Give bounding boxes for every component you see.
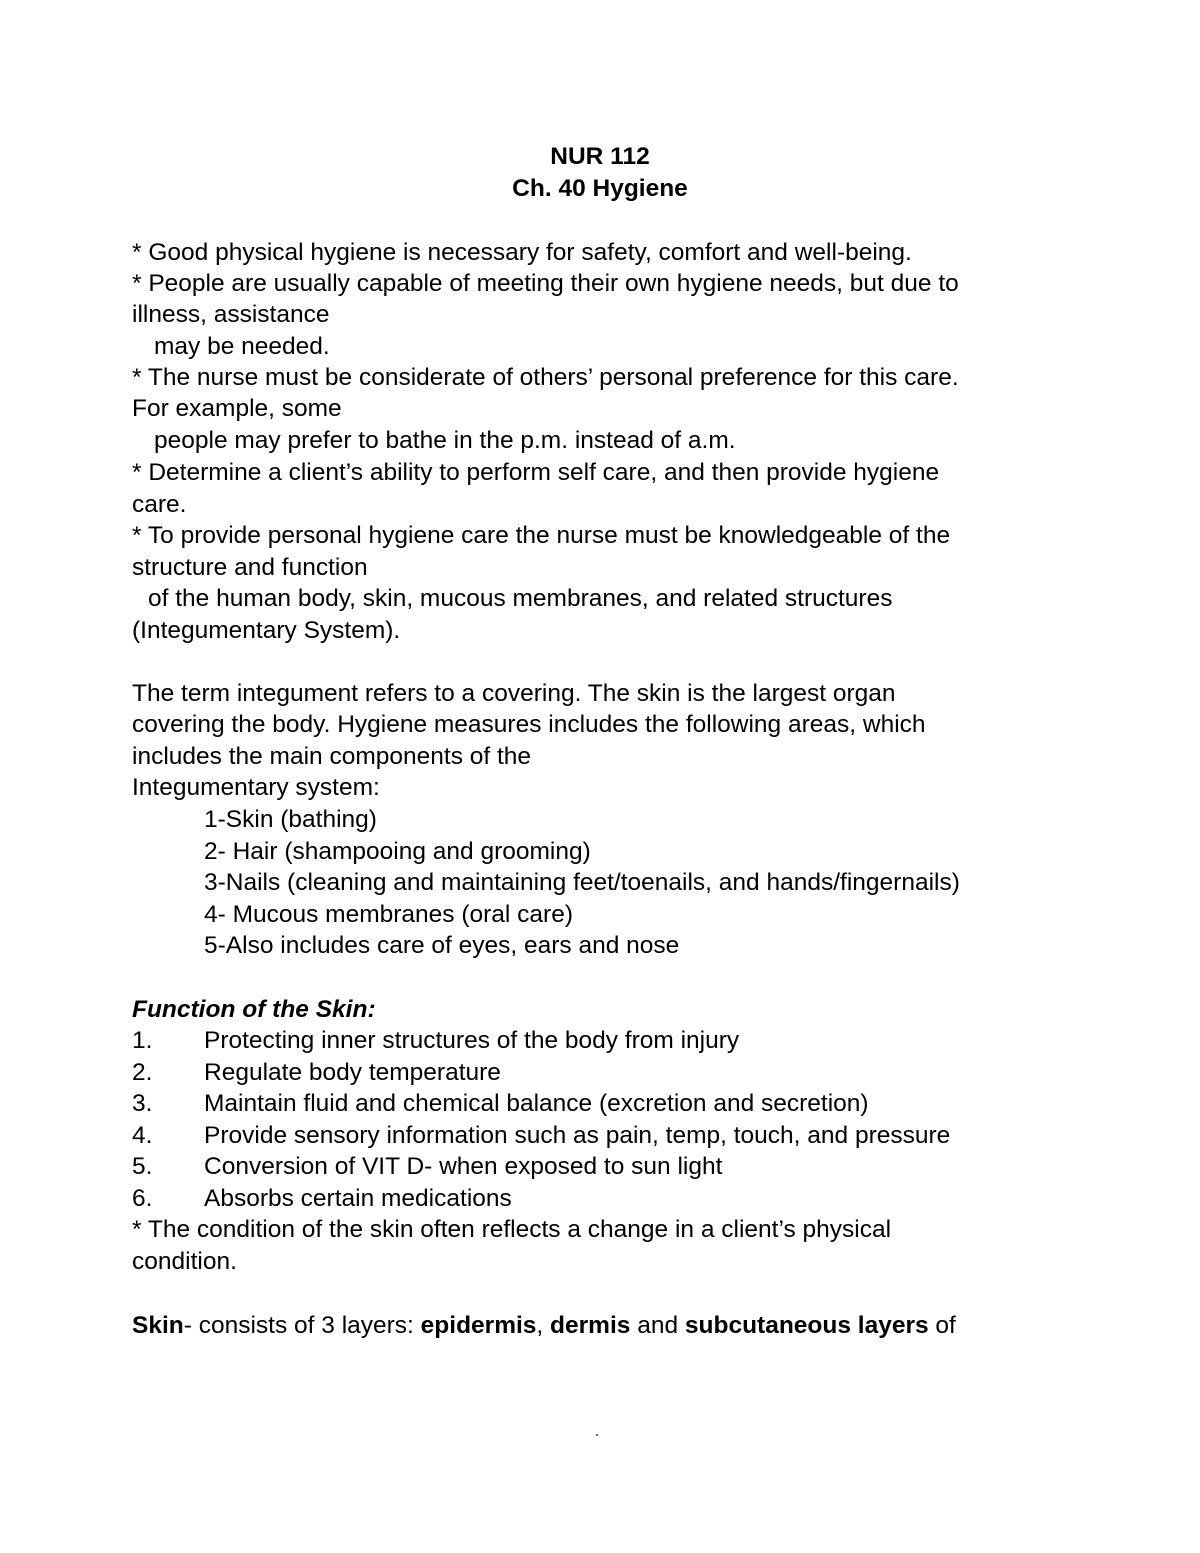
dermis-term: dermis	[550, 1312, 631, 1339]
list-number: 1.	[132, 1027, 153, 1054]
list-text: Regulate body temperature	[204, 1059, 501, 1086]
integument-item: 1-Skin (bathing)	[204, 806, 377, 833]
intro-line: * Determine a client’s ability to perform self care, and then provide hygiene	[132, 459, 940, 486]
intro-line: care.	[132, 491, 187, 518]
list-text: Absorbs certain medications	[204, 1185, 512, 1212]
intro-line: For example, some	[132, 395, 342, 422]
list-text: Conversion of VIT D- when exposed to sun light	[204, 1153, 723, 1180]
intro-line: * To provide personal hygiene care the nurse must be knowledgeable of the	[132, 522, 951, 549]
course-title: NUR 112	[550, 143, 650, 170]
skin-condition-note: condition.	[132, 1248, 237, 1275]
integument-line: The term integument refers to a covering. The skin is the largest organ	[132, 680, 896, 707]
skin-text: ,	[536, 1312, 551, 1339]
intro-line: * People are usually capable of meeting their own hygiene needs, but due to	[132, 270, 959, 297]
intro-line: (Integumentary System).	[132, 617, 401, 644]
list-number: 3.	[132, 1090, 153, 1117]
integument-item: 4- Mucous membranes (oral care)	[204, 901, 573, 928]
intro-line: structure and function	[132, 554, 368, 581]
skin-text: of	[928, 1312, 956, 1339]
list-text: Provide sensory information such as pain, temp, touch, and pressure	[204, 1122, 951, 1149]
skin-text: - consists of 3 layers:	[183, 1312, 421, 1339]
list-number: 2.	[132, 1059, 153, 1086]
skin-condition-note: * The condition of the skin often reflects a change in a client’s physical	[132, 1216, 892, 1243]
intro-line: * Good physical hygiene is necessary for safety, comfort and well-being.	[132, 239, 912, 266]
list-number: 4.	[132, 1122, 153, 1149]
page-marker-dot	[596, 1434, 598, 1436]
integument-line: includes the main components of the	[132, 743, 532, 770]
function-heading: Function of the Skin:	[132, 996, 376, 1023]
integument-line: covering the body. Hygiene measures includes the following areas, which	[132, 711, 926, 738]
integument-item: 2- Hair (shampooing and grooming)	[204, 838, 591, 865]
intro-line: illness, assistance	[132, 301, 330, 328]
intro-line: may be needed.	[154, 333, 330, 360]
integument-item: 3-Nails (cleaning and maintaining feet/toenails, and hands/fingernails)	[204, 869, 960, 896]
intro-line: * The nurse must be considerate of others’ personal preference for this care.	[132, 364, 959, 391]
list-number: 5.	[132, 1153, 153, 1180]
integument-item: 5-Also includes care of eyes, ears and nose	[204, 932, 680, 959]
chapter-title: Ch. 40 Hygiene	[512, 175, 688, 202]
list-number: 6.	[132, 1185, 153, 1212]
intro-line: people may prefer to bathe in the p.m. instead of a.m.	[154, 427, 736, 454]
subcutaneous-term: subcutaneous layers	[684, 1312, 929, 1339]
list-text: Protecting inner structures of the body from injury	[204, 1027, 740, 1054]
integument-line: Integumentary system:	[132, 774, 380, 801]
epidermis-term: epidermis	[420, 1312, 537, 1339]
list-text: Maintain fluid and chemical balance (excretion and secretion)	[204, 1090, 869, 1117]
intro-line: of the human body, skin, mucous membranes, and related structures	[148, 585, 893, 612]
skin-layers-line	[132, 1311, 956, 1341]
skin-term: Skin	[132, 1312, 184, 1339]
skin-text: and	[630, 1312, 685, 1339]
